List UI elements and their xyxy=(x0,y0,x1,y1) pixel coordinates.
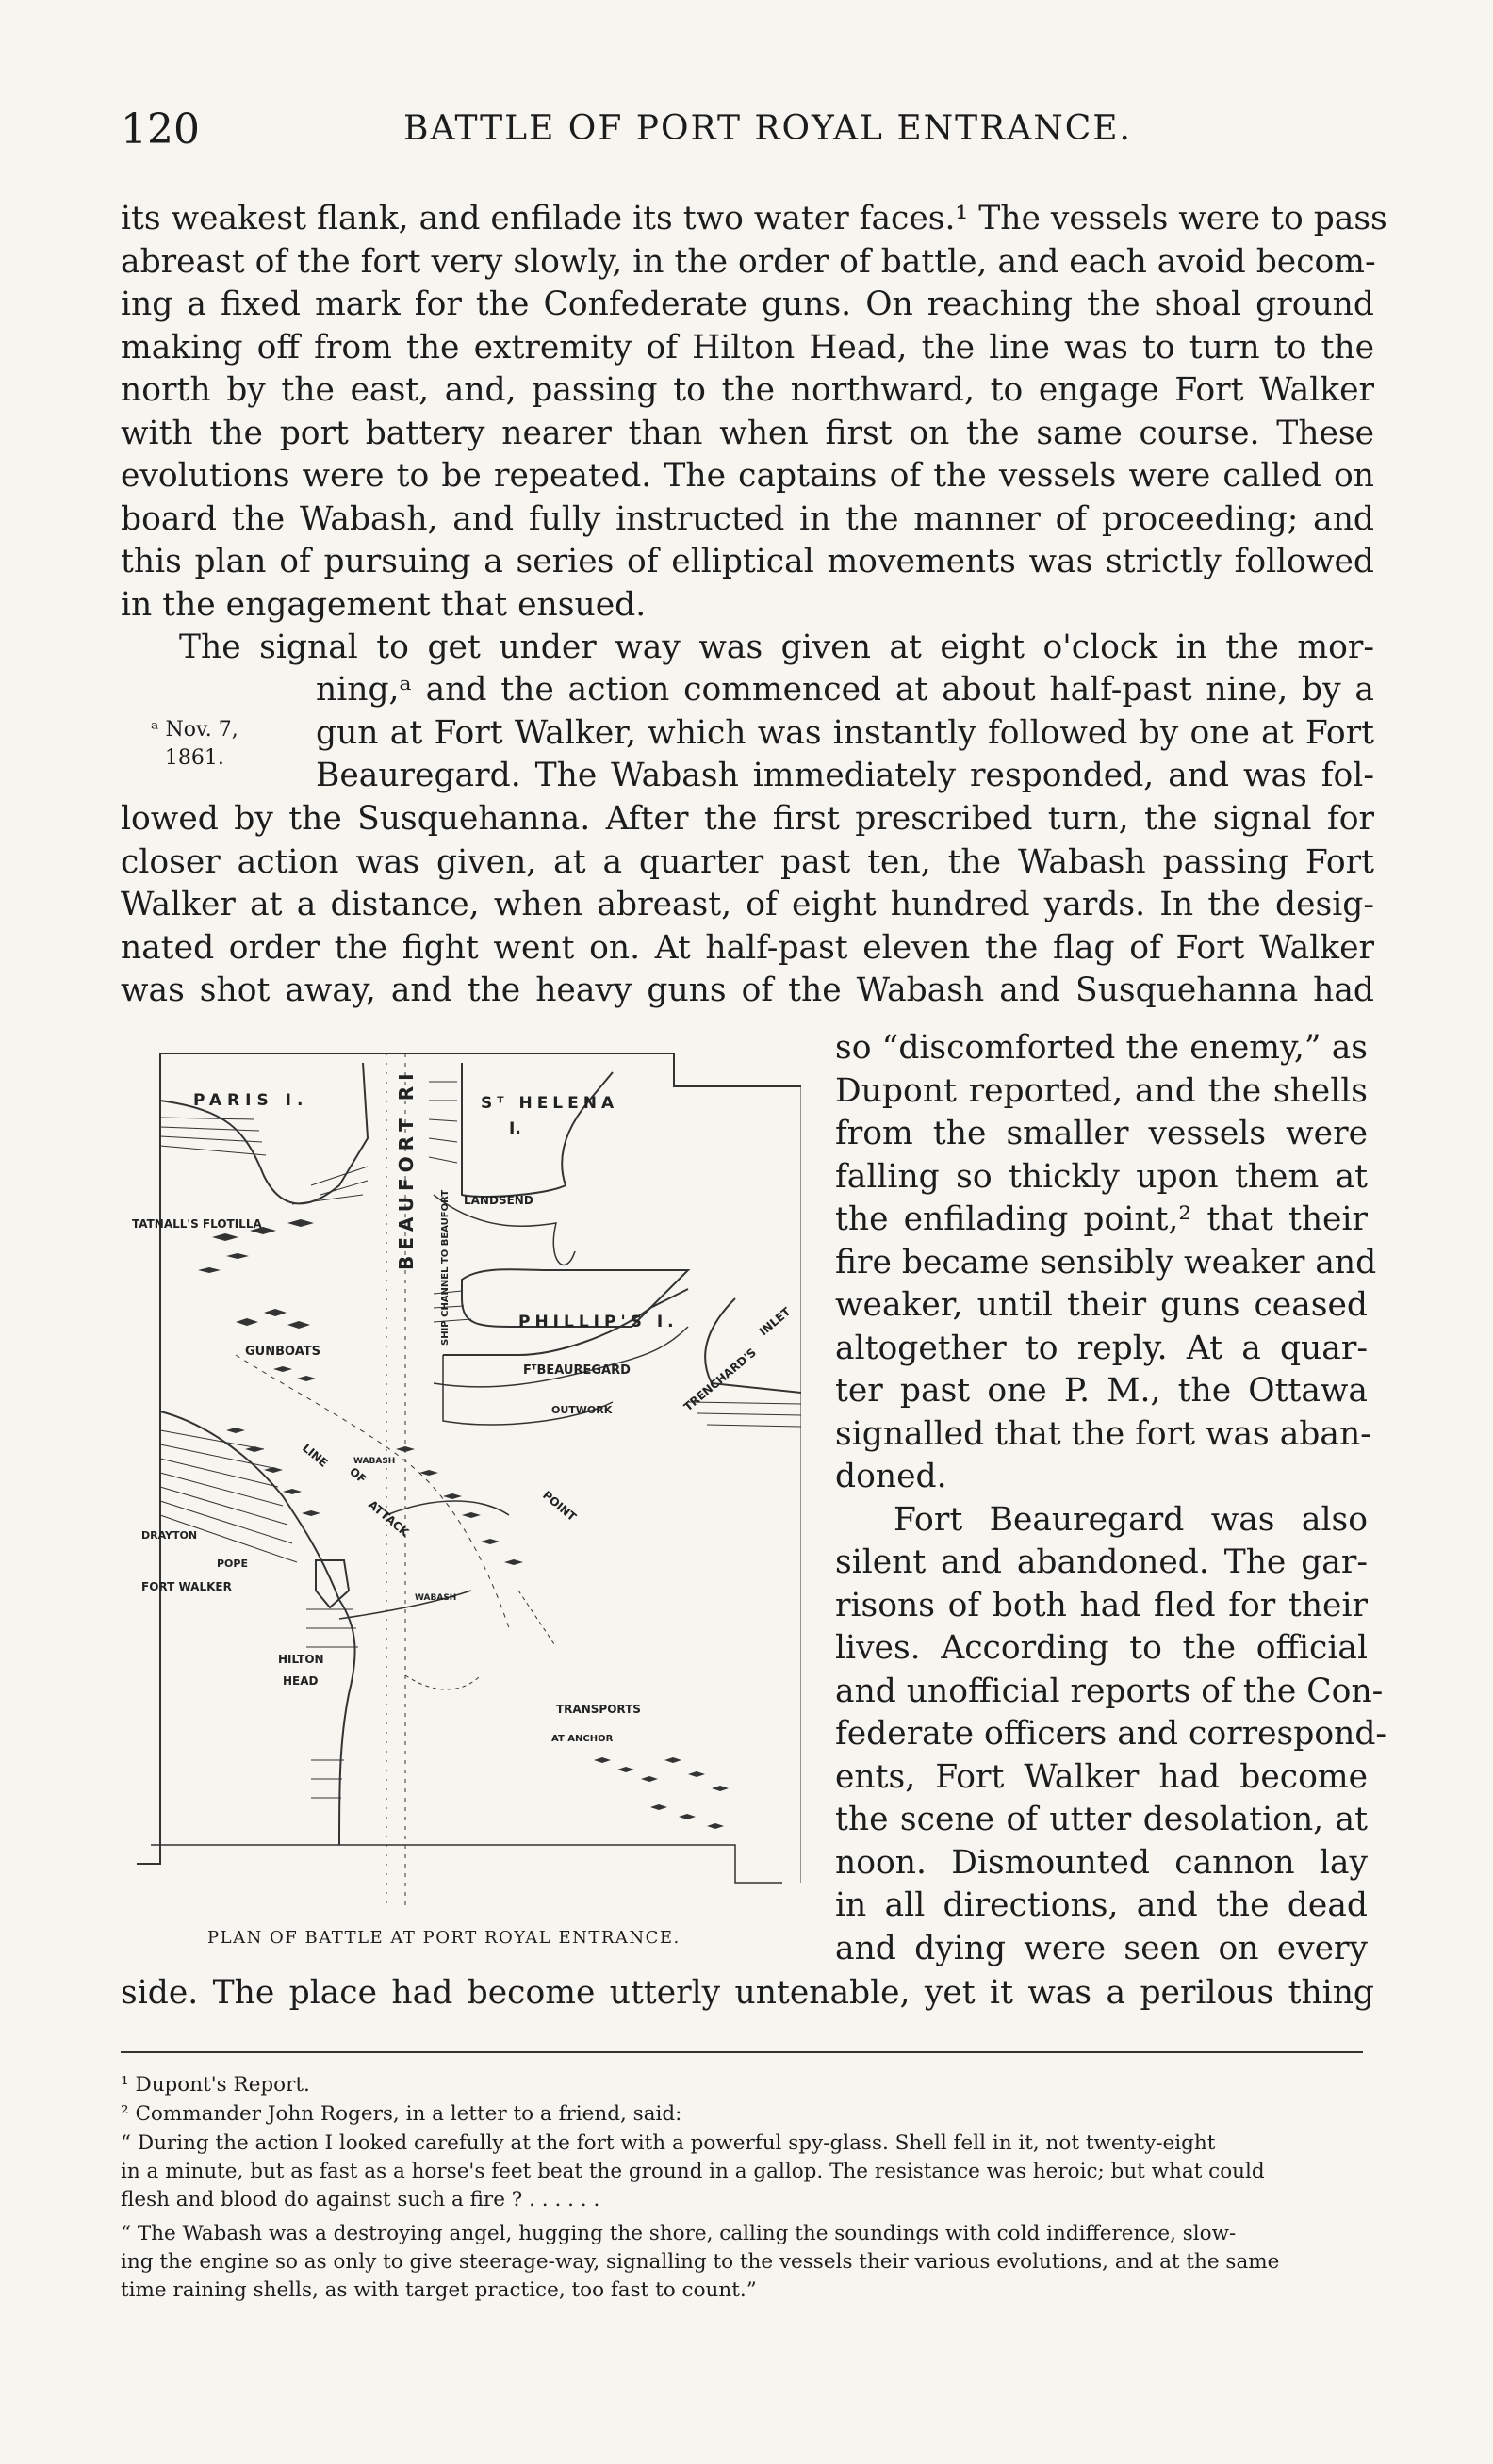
paragraph-1 xyxy=(121,198,1387,627)
text-line: lives. According to the official xyxy=(835,1629,1368,1667)
text-line: silent and abandoned. The gar- xyxy=(835,1543,1368,1581)
text-line: making off from the extremity of Hilton Head, the line was to turn to the xyxy=(121,328,1374,367)
running-title: BATTLE OF PORT ROYAL ENTRANCE. xyxy=(403,109,1133,148)
map-label-drayton: DRAYTON xyxy=(141,1529,198,1542)
map-label-paris: PARIS I. xyxy=(193,1091,309,1110)
text-line: Dupont reported, and the shells xyxy=(835,1071,1368,1110)
map-label-tatnall: TATNALL'S FLOTILLA xyxy=(132,1217,262,1231)
map-label-gunboats: GUNBOATS xyxy=(245,1345,320,1359)
text-line: gun at Fort Walker, which was instantly followed by one at Fort xyxy=(316,713,1374,752)
map-label-beaufort-river: BEAUFORT RI xyxy=(395,1068,418,1270)
text-line: this plan of pursuing a series of elliptical movements was strictly followed xyxy=(121,543,1374,580)
page-header xyxy=(121,106,1374,162)
margin-note-line: ᵃ Nov. 7, xyxy=(151,718,238,742)
text-line: abreast of the fort very slowly, in the order of battle, and each avoid becom- xyxy=(121,242,1376,281)
map-label-pope: POPE xyxy=(217,1558,248,1570)
text-line: in all directions, and the dead xyxy=(835,1886,1368,1924)
footnote-quote-line: time raining shells, as with target practice, too fast to count.” xyxy=(121,2278,757,2302)
text-line: and dying were seen on every xyxy=(835,1929,1368,1967)
text-line: in the engagement that ensued. xyxy=(121,585,647,624)
text-line: so “discomforted the enemy,” as xyxy=(835,1029,1368,1067)
text-line: the enfilading point,² that their xyxy=(835,1200,1368,1238)
map-label-inlet: INLET xyxy=(756,1304,794,1339)
margin-date-note xyxy=(151,716,238,773)
text-line: fire became sensibly weaker and xyxy=(835,1243,1377,1281)
text-line: nated order the fight went on. At half-past eleven the flag of Fort Walker xyxy=(121,928,1374,967)
text-line: weaker, until their guns ceased xyxy=(835,1286,1368,1324)
text-line: lowed by the Susquehanna. After the first prescribed turn, the signal for xyxy=(121,800,1374,838)
map-label-transports: TRANSPORTS xyxy=(556,1703,641,1716)
footnote-quote-line: in a minute, but as fast as a horse's feet beat the ground in a gallop. The resistance was heroic; but what could xyxy=(121,2160,1265,2183)
footnote-2: ² Commander John Rogers, in a letter to a friend, said: xyxy=(121,2102,682,2126)
text-line: with the port battery nearer than when first on the same course. These xyxy=(121,414,1374,452)
footnote-quote-line: flesh and blood do against such a fire ? . . . . . . xyxy=(121,2188,600,2211)
map-label-fort-beauregard: FᵀBEAUREGARD xyxy=(523,1363,631,1378)
map-label-st-helena-i: I. xyxy=(509,1119,521,1138)
text-line: The signal to get under way was given at eight o'clock in the mor- xyxy=(179,628,1374,666)
text-line: falling so thickly upon them at xyxy=(835,1157,1368,1196)
paragraph-2-body xyxy=(121,798,1374,1013)
text-line: board the Wabash, and fully instructed in the manner of proceeding; and xyxy=(121,499,1374,538)
text-line: altogether to reply. At a quar- xyxy=(835,1329,1368,1367)
map-label-line: LINE xyxy=(300,1441,331,1470)
map-label-point: POINT xyxy=(540,1488,580,1525)
text-line: Walker at a distance, when abreast, of eight hundred yards. In the desig- xyxy=(121,886,1374,923)
map-label-fort-walker: FORT WALKER xyxy=(141,1580,232,1593)
footnote-1: ¹ Dupont's Report. xyxy=(121,2073,310,2097)
closing-line xyxy=(121,1972,1374,2015)
text-line: its weakest flank, and enfilade its two water faces.¹ The vessels were to pass xyxy=(121,200,1387,237)
paragraph-2-indented xyxy=(316,669,1374,798)
text-line: federate officers and correspond- xyxy=(835,1715,1387,1753)
map-label-phillips: PHILLIP'S I. xyxy=(518,1313,679,1331)
margin-note-line: 1861. xyxy=(164,746,224,770)
map-label-head: HEAD xyxy=(283,1674,319,1688)
text-line: north by the east, and, passing to the northward, to engage Fort Walker xyxy=(121,371,1374,409)
map-label-hilton: HILTON xyxy=(278,1653,324,1666)
text-line: noon. Dismounted cannon lay xyxy=(835,1843,1368,1882)
text-line: ter past one P. M., the Ottawa xyxy=(835,1372,1368,1410)
footnote-quote-line: “ During the action I looked carefully at the fort with a powerful spy-glass. Shell fell in it, not twenty-eight xyxy=(121,2131,1216,2155)
text-line: from the smaller vessels were xyxy=(835,1115,1368,1152)
map-label-attack: ATTACK xyxy=(366,1497,412,1540)
map-label-of: OF xyxy=(347,1464,369,1487)
map-caption: PLAN OF BATTLE AT PORT ROYAL ENTRANCE. xyxy=(207,1928,681,1948)
text-line: ents, Fort Walker had become xyxy=(835,1757,1368,1796)
text-line: was shot away, and the heavy guns of the Wabash and Susquehanna had xyxy=(121,971,1374,1009)
map-label-wabash: WABASH xyxy=(353,1457,396,1466)
text-line: closer action was given, at a quarter past ten, the Wabash passing Fort xyxy=(121,842,1374,881)
footnote-rule xyxy=(121,2051,1363,2053)
text-line: evolutions were to be repeated. The captains of the vessels were called on xyxy=(121,457,1374,495)
paragraph-2-first-line xyxy=(179,627,1374,670)
footnote-quote-line: “ The Wabash was a destroying angel, hugging the shore, calling the soundings with cold indifference, slow- xyxy=(121,2222,1237,2245)
text-line: ing a fixed mark for the Confederate guns. On reaching the shoal ground xyxy=(121,286,1374,323)
text-line: the scene of utter desolation, at xyxy=(835,1801,1368,1838)
text-line: signalled that the fort was aban- xyxy=(835,1414,1371,1453)
text-line: and unofficial reports of the Con- xyxy=(835,1672,1384,1710)
text-line: side. The place had become utterly untenable, yet it was a perilous thing xyxy=(121,1974,1374,2012)
battle-map xyxy=(123,1044,801,1920)
map-label-ship-channel: SHIP CHANNEL TO BEAUFORT xyxy=(440,1189,451,1346)
text-line: doned. xyxy=(835,1458,947,1495)
map-label-trenchards: TRENCHARD'S xyxy=(681,1346,759,1414)
map-label-wabash-2: WABASH xyxy=(415,1593,457,1603)
footnote-quote-line: ing the engine so as only to give steerage-way, signalling to the vessels their various evolutions, and at the same xyxy=(121,2250,1280,2274)
text-line: Fort Beauregard was also xyxy=(894,1500,1368,1539)
text-line: ning,ᵃ and the action commenced at about half-past nine, by a xyxy=(316,671,1374,709)
map-label-st-helena: Sᵀ HELENA xyxy=(481,1094,619,1113)
right-column-text xyxy=(835,1027,1387,1970)
page-number: 120 xyxy=(121,106,200,154)
map-label-outwork: OUTWORK xyxy=(551,1404,613,1416)
map-label-at-anchor: AT ANCHOR xyxy=(551,1734,614,1744)
text-line: risons of both had fled for their xyxy=(835,1586,1368,1624)
map-label-landsend: LANDSEND xyxy=(464,1194,533,1207)
text-line: Beauregard. The Wabash immediately responded, and was fol- xyxy=(316,757,1374,794)
